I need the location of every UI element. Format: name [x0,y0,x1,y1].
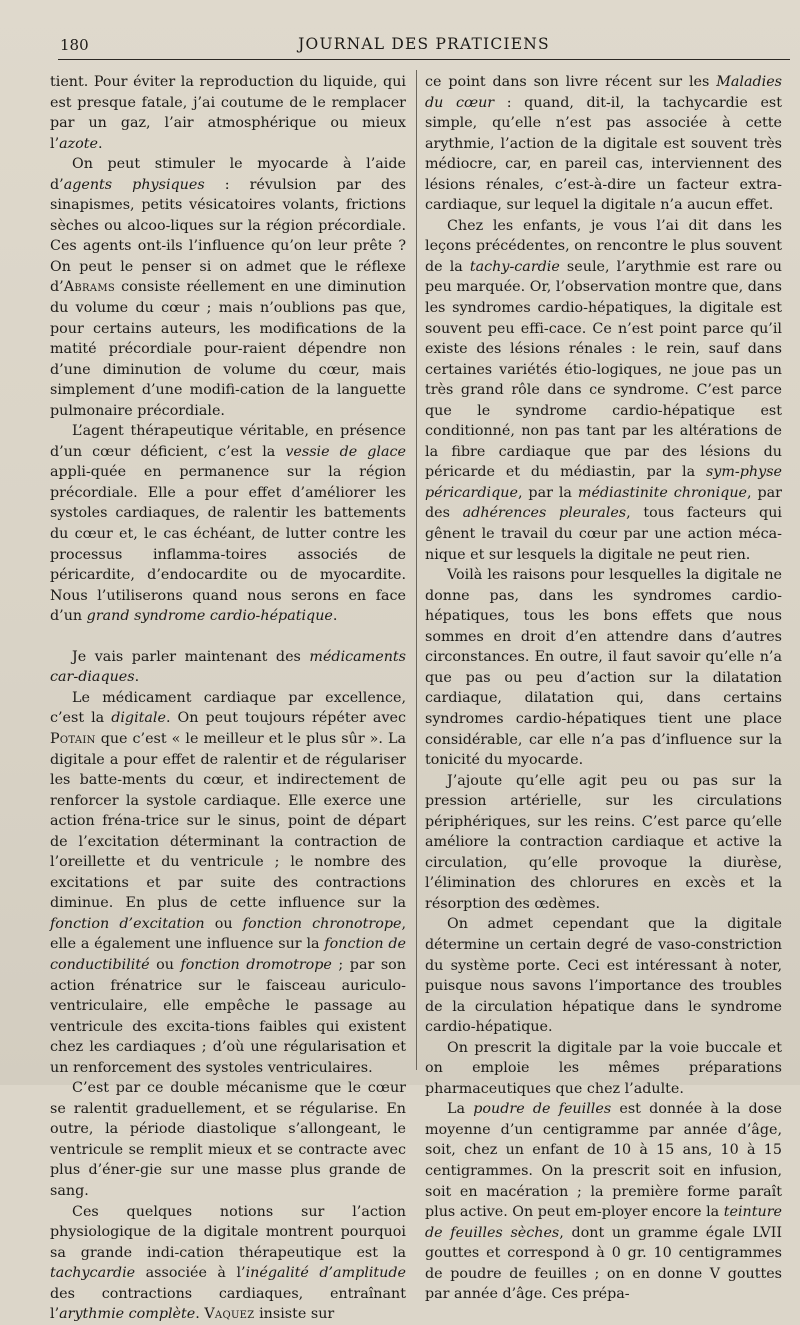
left-column-paragraph: Je vais parler maintenant des médicaments car-diaques. [50,648,406,686]
right-column-paragraph: La poudre de feuilles est donnée à la dose moyenne d’un centigramme par année d’âge, soit, chez un enfant de 10 à 15 ans, 10 à 15 centigrammes. On la prescrit soit en infusion, soit en macération ; la première forme paraît plus active. On peut em-ployer encore la teinture de feuilles sèches, dont un gramme égale LVII gouttes et correspond à 0 gr. 10 centigrammes de poudre de feuilles ; on en donne V gouttes par année d’âge. Ces prépa- [425,1101,783,1303]
left-column-paragraph: C’est par ce double mécanisme que le cœur se ralentit graduellement, et se régularise. En outre, la période diastolique s’allongeant, le ventricule se remplit mieux et se contracte avec plus d’éner-gie sur une masse plus grande de sang. [50,1080,406,1199]
left-column-paragraph: L’agent thérapeutique véritable, en présence d’un cœur déficient, c’est la vessie de glace appli-quée en permanence sur la région précordiale. Elle a pour effet d’améliorer les systoles cardiaques, de ralentir les battements du cœur et, le cas échéant, de lutter contre les processus inflamma-toires associés de péricardite, d’endocardite ou de myocardite. Nous l’utiliserons quand nous serons en face d’un grand syndrome cardio-hépatique. [50,423,406,625]
right-column-paragraph: J’ajoute qu’elle agit peu ou pas sur la pression artérielle, sur les circulations périphériques, sur les reins. C’est parce qu’elle améliore la contraction cardiaque et active la circulation, qu’elle provoque la diurèse, l’élimination des chlorures en excès et la résorption des œdèmes. [425,772,782,912]
left-column [50,72,406,1325]
paragraph-gap [50,627,406,647]
left-column-paragraph: tient. Pour éviter la reproduction du liquide, qui est presque fatale, j’ai coutume de le remplacer par un gaz, l’air atmosphérique ou mieux l’azote. [50,74,406,152]
left-column-paragraph: Ces quelques notions sur l’action physiologique de la digitale montrent pourquoi sa grande indi-cation thérapeutique est la tachycardie associée à l’inégalité d’amplitude des contractions cardiaques, entraînant l’arythmie complète. Vaquez insiste sur [50,1203,406,1323]
right-column-paragraph: On prescrit la digitale par la voie buccale et on emploie les mêmes préparations pharmaceutiques que chez l’adulte. [425,1039,782,1097]
header-rule [58,59,790,60]
right-column-paragraph: On admet cependant que la digitale détermine un certain degré de vaso-constriction du système porte. Ceci est intéressant à noter, puisque nous savons l’importance des troubles de la circulation hépatique dans le syndrome cardio-hépatique. [425,916,782,1036]
right-column [425,72,782,1305]
left-column-paragraph: On peut stimuler le myocarde à l’aide d’agents physiques : révulsion par des sinapismes, petits vésicatoires volants, frictions sèches ou alcoo-liques sur la région précordiale. Ces agents ont-ils l’influence qu’on leur prête ? On peut le penser si on admet que le réflexe d’Abrams consiste réellement en une diminution du volume du cœur ; mais n’oublions pas que, pour certains auteurs, les modifications de la matité précordiale pour-raient dépendre non d’une diminution de volume du cœur, mais simplement d’une modifi-cation de la languette pulmonaire précordiale. [50,156,406,419]
page-header [58,34,790,58]
page-number: 180 [60,36,89,54]
left-column-paragraph: Le médicament cardiaque par excellence, c’est la digitale. On peut toujours répéter avec Potain que c’est « le meilleur et le plus sûr ». La digitale a pour effet de ralentir et de régulariser les batte-ments du cœur, et indirectement de renforcer la systole cardiaque. Elle exerce une action fréna-trice sur le sinus, point de départ de l’excitation déterminant la contraction de l’oreillette et du ventricule ; le nombre des excitations et par suite des contractions diminue. En plus de cette influence sur la fonction d’excitation ou fonction chronotrope, elle a également une influence sur la fonction de conductibilité ou fonction dromotrope ; par son action frénatrice sur le faisceau auriculo-ventriculaire, elle empêche le passage au ventricule des excita-tions faibles qui existent chez les cardiaques ; d’où une régularisation et un renforcement des systoles ventriculaires. [50,689,407,1076]
right-column-paragraph: Chez les enfants, je vous l’ai dit dans les leçons précédentes, on rencontre le plus souvent de la tachy-cardie seule, l’arythmie est rare ou peu marquée. Or, l’observation montre que, dans les syndromes cardio-hépatiques, la digitale est souvent peu effi-cace. Ce n’est point parce qu’il existe des lésions rénales : le rein, sauf dans certaines variétés étio-logiques, ne joue pas un très grand rôle dans ce syndrome. C’est parce que le syndrome cardio-hépatique est conditionné, non pas tant par les altérations de la fibre cardiaque que par des lésions du péricarde et du médiastin, par la sym-physe péricardique, par la médiastinite chronique, par des adhérences pleurales, tous facteurs qui gênent le travail du cœur par une action méca-nique et sur lesquels la digitale ne peut rien. [425,217,782,563]
right-column-paragraph: ce point dans son livre récent sur les Maladies du cœur : quand, dit-il, la tachycardie est simple, qu’elle n’est pas associée à cette arythmie, l’action de la digitale est souvent très médiocre, car, en pareil cas, interviennent des lésions rénales, c’est-à-dire un facteur extra-cardiaque, sur lequel la digitale n’a aucun effet. [425,74,782,214]
right-column-paragraph: Voilà les raisons pour lesquelles la digitale ne donne pas, dans les syndromes cardio-hépatiques, tous les bons effets que nous sommes en droit d’en attendre dans d’autres circonstances. En outre, il faut savoir qu’elle n’a que pas ou peu d’action sur la dilatation cardiaque, dilatation qui, dans certains syndromes cardio-hépatiques tient une place considérable, car elle n’a pas d’influence sur la tonicité du myocarde. [425,567,782,769]
column-divider [416,70,417,1070]
journal-title: JOURNAL DES PRATICIENS [298,35,550,53]
